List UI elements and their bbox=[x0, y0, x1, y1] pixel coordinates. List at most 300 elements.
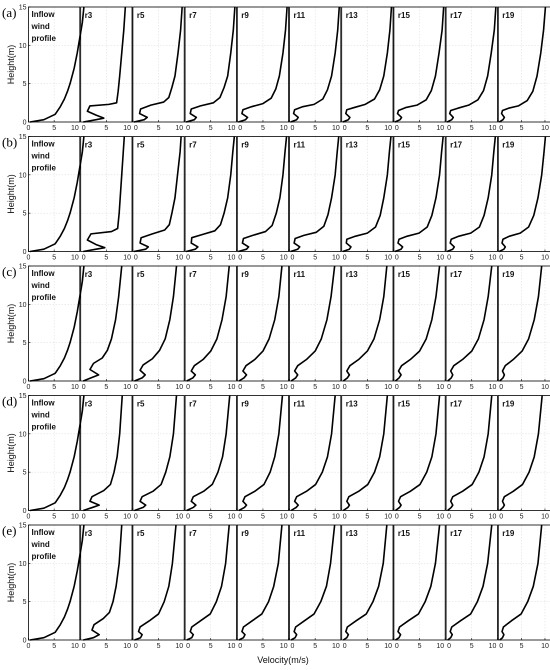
x-tick-label: 0 bbox=[394, 643, 399, 650]
x-tick-label: 0 bbox=[447, 125, 452, 132]
velocity-profile-line bbox=[186, 137, 234, 252]
panel-label: r3 bbox=[84, 140, 93, 150]
x-tick-label: 10 bbox=[436, 643, 445, 650]
x-tick-label: 5 bbox=[260, 643, 265, 650]
x-tick-label: 0 bbox=[238, 513, 243, 521]
x-tick-label: 0 bbox=[26, 643, 31, 650]
panel-r13 bbox=[342, 137, 393, 262]
x-tick-label: 0 bbox=[499, 384, 504, 391]
panel-r5 bbox=[133, 266, 184, 391]
panel-r11 bbox=[290, 525, 341, 650]
x-tick-label: 0 bbox=[342, 125, 347, 132]
velocity-profile-line bbox=[448, 396, 492, 511]
x-tick-label: 0 bbox=[238, 125, 243, 132]
x-tick-label: 5 bbox=[208, 384, 213, 391]
x-tick-label: 10 bbox=[541, 254, 549, 262]
panel-label: wind bbox=[31, 540, 50, 549]
x-tick-label: 0 bbox=[133, 254, 138, 262]
x-tick-label: 0 bbox=[290, 643, 295, 650]
x-tick-label: 10 bbox=[279, 643, 288, 650]
panel-r9 bbox=[237, 396, 288, 521]
velocity-profile-line bbox=[395, 525, 439, 640]
x-tick-label: 0 bbox=[186, 254, 191, 262]
x-tick-label: 0 bbox=[394, 254, 399, 262]
velocity-profile-line bbox=[500, 525, 542, 640]
y-tick-label: 15 bbox=[18, 263, 27, 271]
x-tick-label: 10 bbox=[488, 643, 497, 650]
row-label: (a) bbox=[2, 5, 17, 20]
x-tick-label: 10 bbox=[175, 513, 184, 521]
panel-label: r11 bbox=[293, 270, 306, 279]
panel-r7 bbox=[185, 7, 236, 132]
x-tick-label: 5 bbox=[365, 384, 370, 391]
x-tick-label: 5 bbox=[519, 513, 524, 521]
x-tick-label: 10 bbox=[71, 643, 79, 650]
y-tick-label: 10 bbox=[18, 431, 27, 439]
x-tick-label: 5 bbox=[52, 513, 57, 521]
panel-label: r13 bbox=[345, 529, 358, 538]
x-tick-label: 5 bbox=[417, 384, 422, 391]
x-tick-label: 5 bbox=[519, 384, 524, 391]
x-tick-label: 10 bbox=[71, 384, 79, 391]
velocity-profile-line bbox=[343, 396, 387, 511]
x-tick-label: 10 bbox=[384, 384, 392, 391]
x-tick-label: 10 bbox=[227, 125, 236, 132]
panel-frame bbox=[498, 7, 550, 122]
x-tick-label: 0 bbox=[447, 254, 452, 262]
row-label: (e) bbox=[2, 523, 17, 538]
x-tick-label: 5 bbox=[313, 513, 318, 521]
panel-r5 bbox=[133, 7, 184, 132]
x-tick-label: 5 bbox=[156, 513, 161, 521]
y-axis-label: Height(m) bbox=[6, 433, 16, 473]
panel-label: r19 bbox=[502, 140, 515, 150]
panel-label: r9 bbox=[241, 11, 249, 20]
figure-row-5 bbox=[2, 523, 550, 651]
panel-r9 bbox=[237, 137, 288, 262]
x-tick-label: 5 bbox=[469, 513, 474, 521]
panel-r13 bbox=[342, 7, 393, 132]
panel-r19 bbox=[498, 396, 550, 521]
x-tick-label: 5 bbox=[519, 643, 524, 650]
x-tick-label: 10 bbox=[332, 384, 340, 391]
panel-label: r7 bbox=[189, 529, 197, 538]
panel-label: r9 bbox=[241, 529, 249, 538]
velocity-profile-line bbox=[134, 266, 176, 381]
x-tick-label: 10 bbox=[227, 254, 236, 262]
x-tick-label: 0 bbox=[133, 384, 138, 391]
velocity-profile-line bbox=[395, 266, 439, 381]
figure-row-3 bbox=[2, 264, 550, 392]
x-tick-label: 0 bbox=[26, 125, 31, 132]
row-label: (b) bbox=[2, 134, 18, 150]
x-tick-label: 0 bbox=[81, 384, 86, 391]
x-tick-label: 10 bbox=[227, 643, 236, 650]
panel-r9 bbox=[237, 266, 288, 391]
x-tick-label: 0 bbox=[26, 384, 31, 391]
panel-label: r5 bbox=[136, 270, 145, 279]
panel-r3 bbox=[81, 396, 132, 521]
panel-label: profile bbox=[31, 34, 56, 43]
x-tick-label: 0 bbox=[290, 384, 295, 391]
x-tick-label: 5 bbox=[417, 513, 422, 521]
x-tick-label: 10 bbox=[175, 254, 184, 262]
velocity-profile-line bbox=[343, 266, 387, 381]
x-tick-label: 5 bbox=[469, 125, 474, 132]
x-tick-label: 0 bbox=[290, 254, 295, 262]
panel-r3 bbox=[81, 266, 132, 391]
y-tick-label: 5 bbox=[22, 210, 27, 218]
velocity-profile-line bbox=[238, 137, 286, 252]
panel-label: wind bbox=[31, 281, 50, 290]
panel-label: Inflow bbox=[31, 528, 55, 537]
x-tick-label: 10 bbox=[123, 125, 131, 132]
panel-label: r17 bbox=[450, 529, 463, 538]
x-tick-label: 10 bbox=[541, 125, 549, 132]
velocity-profile-line bbox=[500, 266, 542, 381]
panel-label: r15 bbox=[397, 140, 410, 150]
x-axis-label: Velocity(m/s) bbox=[257, 655, 309, 665]
x-tick-label: 10 bbox=[123, 643, 131, 650]
y-tick-label: 15 bbox=[18, 522, 27, 530]
velocity-profile-line bbox=[395, 7, 444, 122]
figure-row-2 bbox=[2, 134, 550, 262]
y-tick-label: 5 bbox=[22, 340, 27, 348]
x-tick-label: 0 bbox=[499, 643, 504, 650]
panel-r15 bbox=[394, 266, 445, 391]
x-tick-label: 5 bbox=[208, 254, 213, 262]
x-tick-label: 10 bbox=[71, 125, 79, 132]
x-tick-label: 0 bbox=[290, 513, 295, 521]
panel-label: r19 bbox=[502, 399, 515, 409]
x-tick-label: 5 bbox=[52, 125, 57, 132]
x-tick-label: 10 bbox=[332, 513, 340, 521]
panel-label: wind bbox=[31, 22, 50, 31]
x-tick-label: 0 bbox=[81, 643, 86, 650]
x-tick-label: 10 bbox=[488, 254, 497, 262]
panel-r7 bbox=[185, 266, 236, 391]
x-tick-label: 5 bbox=[52, 254, 57, 262]
panel-label: r3 bbox=[84, 270, 93, 279]
panel-label: Inflow bbox=[31, 10, 55, 19]
panel-label: r9 bbox=[241, 270, 249, 279]
velocity-profile-line bbox=[447, 137, 495, 252]
panel-label: Inflow bbox=[31, 269, 55, 278]
row-label: (d) bbox=[2, 393, 18, 409]
panel-inflow-wind-profile bbox=[19, 134, 84, 262]
panel-label: r11 bbox=[293, 11, 306, 20]
x-tick-label: 5 bbox=[519, 125, 524, 132]
panel-r15 bbox=[394, 137, 445, 262]
panel-r11 bbox=[290, 266, 341, 391]
velocity-profile-line bbox=[134, 7, 182, 122]
panel-label: r13 bbox=[345, 399, 358, 409]
panel-label: r5 bbox=[136, 11, 145, 20]
velocity-profile-line bbox=[239, 525, 282, 640]
x-tick-label: 5 bbox=[104, 384, 109, 391]
x-tick-label: 10 bbox=[436, 254, 445, 262]
x-tick-label: 10 bbox=[436, 384, 445, 391]
x-tick-label: 5 bbox=[52, 643, 57, 650]
velocity-profile-line bbox=[291, 7, 340, 122]
y-axis-label: Height(m) bbox=[6, 562, 16, 603]
panel-r17 bbox=[446, 396, 497, 521]
x-tick-label: 10 bbox=[279, 513, 288, 521]
y-tick-label: 0 bbox=[22, 508, 27, 515]
velocity-profile-line bbox=[83, 7, 125, 122]
panel-label: profile bbox=[31, 422, 56, 432]
x-tick-label: 0 bbox=[499, 254, 504, 262]
x-tick-label: 5 bbox=[104, 513, 109, 521]
panel-r17 bbox=[446, 137, 497, 262]
panel-frame bbox=[498, 266, 550, 381]
velocity-profile-line bbox=[134, 396, 176, 511]
y-tick-label: 5 bbox=[22, 469, 27, 477]
x-tick-label: 0 bbox=[133, 643, 138, 650]
x-tick-label: 0 bbox=[447, 643, 452, 650]
x-tick-label: 0 bbox=[342, 254, 347, 262]
x-tick-label: 0 bbox=[447, 384, 452, 391]
velocity-profile-line bbox=[239, 266, 282, 381]
y-axis-label: Height(m) bbox=[6, 44, 16, 85]
y-tick-label: 15 bbox=[18, 134, 27, 141]
x-tick-label: 0 bbox=[447, 513, 452, 521]
velocity-profile-line bbox=[134, 525, 176, 640]
x-tick-label: 10 bbox=[436, 125, 445, 132]
x-tick-label: 5 bbox=[260, 125, 265, 132]
x-tick-label: 0 bbox=[342, 513, 347, 521]
panel-label: r7 bbox=[189, 399, 197, 409]
velocity-profile-line bbox=[395, 137, 443, 252]
x-tick-label: 10 bbox=[384, 125, 392, 132]
panel-frame bbox=[498, 396, 550, 511]
velocity-profile-line bbox=[499, 137, 545, 252]
x-tick-label: 0 bbox=[186, 125, 191, 132]
velocity-profile-line bbox=[447, 7, 496, 122]
y-tick-label: 0 bbox=[22, 249, 27, 256]
x-tick-label: 10 bbox=[123, 513, 131, 521]
x-tick-label: 5 bbox=[104, 125, 109, 132]
panel-r15 bbox=[394, 525, 445, 650]
velocity-profile-line bbox=[343, 137, 391, 252]
x-tick-label: 0 bbox=[394, 513, 399, 521]
x-tick-label: 5 bbox=[208, 643, 213, 650]
velocity-profile-line bbox=[83, 525, 121, 640]
x-tick-label: 0 bbox=[499, 513, 504, 521]
x-tick-label: 10 bbox=[541, 513, 549, 521]
panel-inflow-wind-profile bbox=[19, 523, 84, 651]
y-axis-label: Height(m) bbox=[6, 174, 16, 214]
panel-r5 bbox=[133, 137, 184, 262]
y-tick-label: 10 bbox=[18, 301, 27, 309]
panel-label: r7 bbox=[189, 11, 197, 20]
x-tick-label: 5 bbox=[52, 384, 57, 391]
panel-r15 bbox=[394, 7, 445, 132]
panel-label: r17 bbox=[450, 140, 463, 150]
x-tick-label: 5 bbox=[208, 513, 213, 521]
x-tick-label: 10 bbox=[384, 643, 392, 650]
x-tick-label: 5 bbox=[519, 254, 524, 262]
panel-label: r17 bbox=[450, 270, 463, 279]
x-tick-label: 5 bbox=[104, 643, 109, 650]
x-tick-label: 5 bbox=[260, 513, 265, 521]
panel-label: r15 bbox=[397, 11, 410, 20]
velocity-profile-line bbox=[291, 525, 335, 640]
panel-label: r3 bbox=[84, 399, 93, 409]
panel-r7 bbox=[185, 396, 236, 521]
velocity-profile-line bbox=[134, 137, 181, 252]
velocity-profile-line bbox=[238, 7, 287, 122]
x-tick-label: 5 bbox=[156, 125, 161, 132]
panel-label: profile bbox=[31, 293, 56, 302]
x-tick-label: 0 bbox=[499, 125, 504, 132]
y-axis-label: Height(m) bbox=[6, 303, 16, 344]
x-tick-label: 5 bbox=[313, 125, 318, 132]
panel-r13 bbox=[342, 525, 393, 650]
panel-label: Inflow bbox=[31, 139, 55, 149]
x-tick-label: 0 bbox=[238, 384, 243, 391]
velocity-profile-line bbox=[83, 396, 122, 511]
velocity-profile-line bbox=[291, 266, 335, 381]
panel-r17 bbox=[446, 7, 497, 132]
figure-row-1 bbox=[2, 5, 550, 133]
x-tick-label: 0 bbox=[81, 254, 86, 262]
panel-r7 bbox=[185, 137, 236, 262]
y-tick-label: 0 bbox=[22, 119, 27, 127]
panel-label: wind bbox=[31, 151, 50, 161]
panel-label: r5 bbox=[136, 140, 145, 150]
x-tick-label: 5 bbox=[208, 125, 213, 132]
x-tick-label: 0 bbox=[26, 254, 31, 262]
x-tick-label: 10 bbox=[332, 254, 340, 262]
y-tick-label: 10 bbox=[18, 42, 27, 50]
panel-r19 bbox=[498, 525, 550, 650]
panel-label: r15 bbox=[397, 270, 410, 279]
x-tick-label: 5 bbox=[365, 643, 370, 650]
x-tick-label: 5 bbox=[260, 384, 265, 391]
velocity-profile-line bbox=[291, 396, 335, 511]
x-tick-label: 5 bbox=[469, 254, 474, 262]
figure-row-4 bbox=[2, 393, 550, 521]
panel-label: r19 bbox=[502, 11, 515, 20]
panel-label: r5 bbox=[136, 399, 145, 409]
y-tick-label: 15 bbox=[18, 393, 27, 400]
panel-r19 bbox=[498, 137, 550, 262]
x-tick-label: 10 bbox=[279, 254, 288, 262]
panel-label: r11 bbox=[293, 399, 306, 409]
x-tick-label: 10 bbox=[541, 384, 549, 391]
x-tick-label: 5 bbox=[156, 384, 161, 391]
x-tick-label: 10 bbox=[384, 513, 392, 521]
x-tick-label: 0 bbox=[342, 643, 347, 650]
y-tick-label: 5 bbox=[22, 81, 27, 89]
x-tick-label: 10 bbox=[123, 384, 131, 391]
x-tick-label: 0 bbox=[342, 384, 347, 391]
x-tick-label: 10 bbox=[436, 513, 445, 521]
panel-label: r9 bbox=[241, 399, 249, 409]
x-tick-label: 0 bbox=[133, 513, 138, 521]
x-tick-label: 10 bbox=[541, 643, 549, 650]
x-tick-label: 5 bbox=[313, 254, 318, 262]
x-tick-label: 10 bbox=[384, 254, 392, 262]
x-tick-label: 10 bbox=[123, 254, 131, 262]
panel-label: profile bbox=[31, 163, 56, 173]
x-tick-label: 5 bbox=[417, 254, 422, 262]
x-tick-label: 10 bbox=[488, 384, 497, 391]
x-tick-label: 0 bbox=[26, 513, 31, 521]
x-tick-label: 0 bbox=[290, 125, 295, 132]
panel-r15 bbox=[394, 396, 445, 521]
panel-r11 bbox=[290, 137, 341, 262]
panel-r19 bbox=[498, 266, 550, 391]
velocity-profile-line bbox=[395, 396, 439, 511]
x-tick-label: 10 bbox=[71, 513, 79, 521]
x-tick-label: 5 bbox=[156, 254, 161, 262]
y-tick-label: 0 bbox=[22, 637, 27, 645]
velocity-profile-line bbox=[186, 7, 235, 122]
panel-r13 bbox=[342, 266, 393, 391]
panel-label: r13 bbox=[345, 11, 358, 20]
x-tick-label: 5 bbox=[104, 254, 109, 262]
panel-r17 bbox=[446, 525, 497, 650]
panel-label: r3 bbox=[84, 11, 93, 20]
x-tick-label: 5 bbox=[365, 513, 370, 521]
velocity-profile-line bbox=[187, 525, 230, 640]
x-tick-label: 10 bbox=[227, 513, 236, 521]
panel-label: r17 bbox=[450, 399, 463, 409]
x-tick-label: 0 bbox=[394, 125, 399, 132]
panel-label: Inflow bbox=[31, 398, 55, 408]
velocity-profile-line bbox=[448, 525, 492, 640]
x-tick-label: 10 bbox=[175, 384, 184, 391]
x-tick-label: 5 bbox=[313, 384, 318, 391]
panel-r7 bbox=[185, 525, 236, 650]
velocity-profile-line bbox=[343, 7, 392, 122]
x-tick-label: 5 bbox=[156, 643, 161, 650]
panel-label: r11 bbox=[293, 529, 306, 538]
panel-r3 bbox=[81, 137, 132, 262]
panel-label: r11 bbox=[293, 140, 306, 150]
velocity-profile-line bbox=[187, 266, 230, 381]
panel-label: r13 bbox=[345, 270, 358, 279]
panel-r5 bbox=[133, 525, 184, 650]
x-tick-label: 0 bbox=[238, 643, 243, 650]
x-tick-label: 10 bbox=[227, 384, 236, 391]
x-tick-label: 10 bbox=[488, 125, 497, 132]
panel-label: r13 bbox=[345, 140, 358, 150]
x-tick-label: 5 bbox=[260, 254, 265, 262]
panel-label: r15 bbox=[397, 529, 410, 538]
velocity-profile-line bbox=[291, 137, 339, 252]
y-tick-label: 5 bbox=[22, 599, 27, 607]
velocity-profile-line bbox=[187, 396, 230, 511]
x-tick-label: 10 bbox=[175, 643, 184, 650]
x-tick-label: 5 bbox=[469, 643, 474, 650]
panel-label: r3 bbox=[84, 529, 93, 538]
velocity-profile-line bbox=[239, 396, 283, 511]
y-tick-label: 10 bbox=[18, 560, 27, 568]
x-tick-label: 0 bbox=[133, 125, 138, 132]
panel-label: r15 bbox=[397, 399, 410, 409]
x-tick-label: 5 bbox=[417, 125, 422, 132]
panel-label: r9 bbox=[241, 140, 249, 150]
velocity-profile-line bbox=[83, 266, 121, 381]
velocity-profile-line bbox=[448, 266, 492, 381]
panel-r3 bbox=[81, 525, 132, 650]
x-tick-label: 10 bbox=[71, 254, 79, 262]
panel-r11 bbox=[290, 396, 341, 521]
panel-label: r5 bbox=[136, 529, 145, 538]
